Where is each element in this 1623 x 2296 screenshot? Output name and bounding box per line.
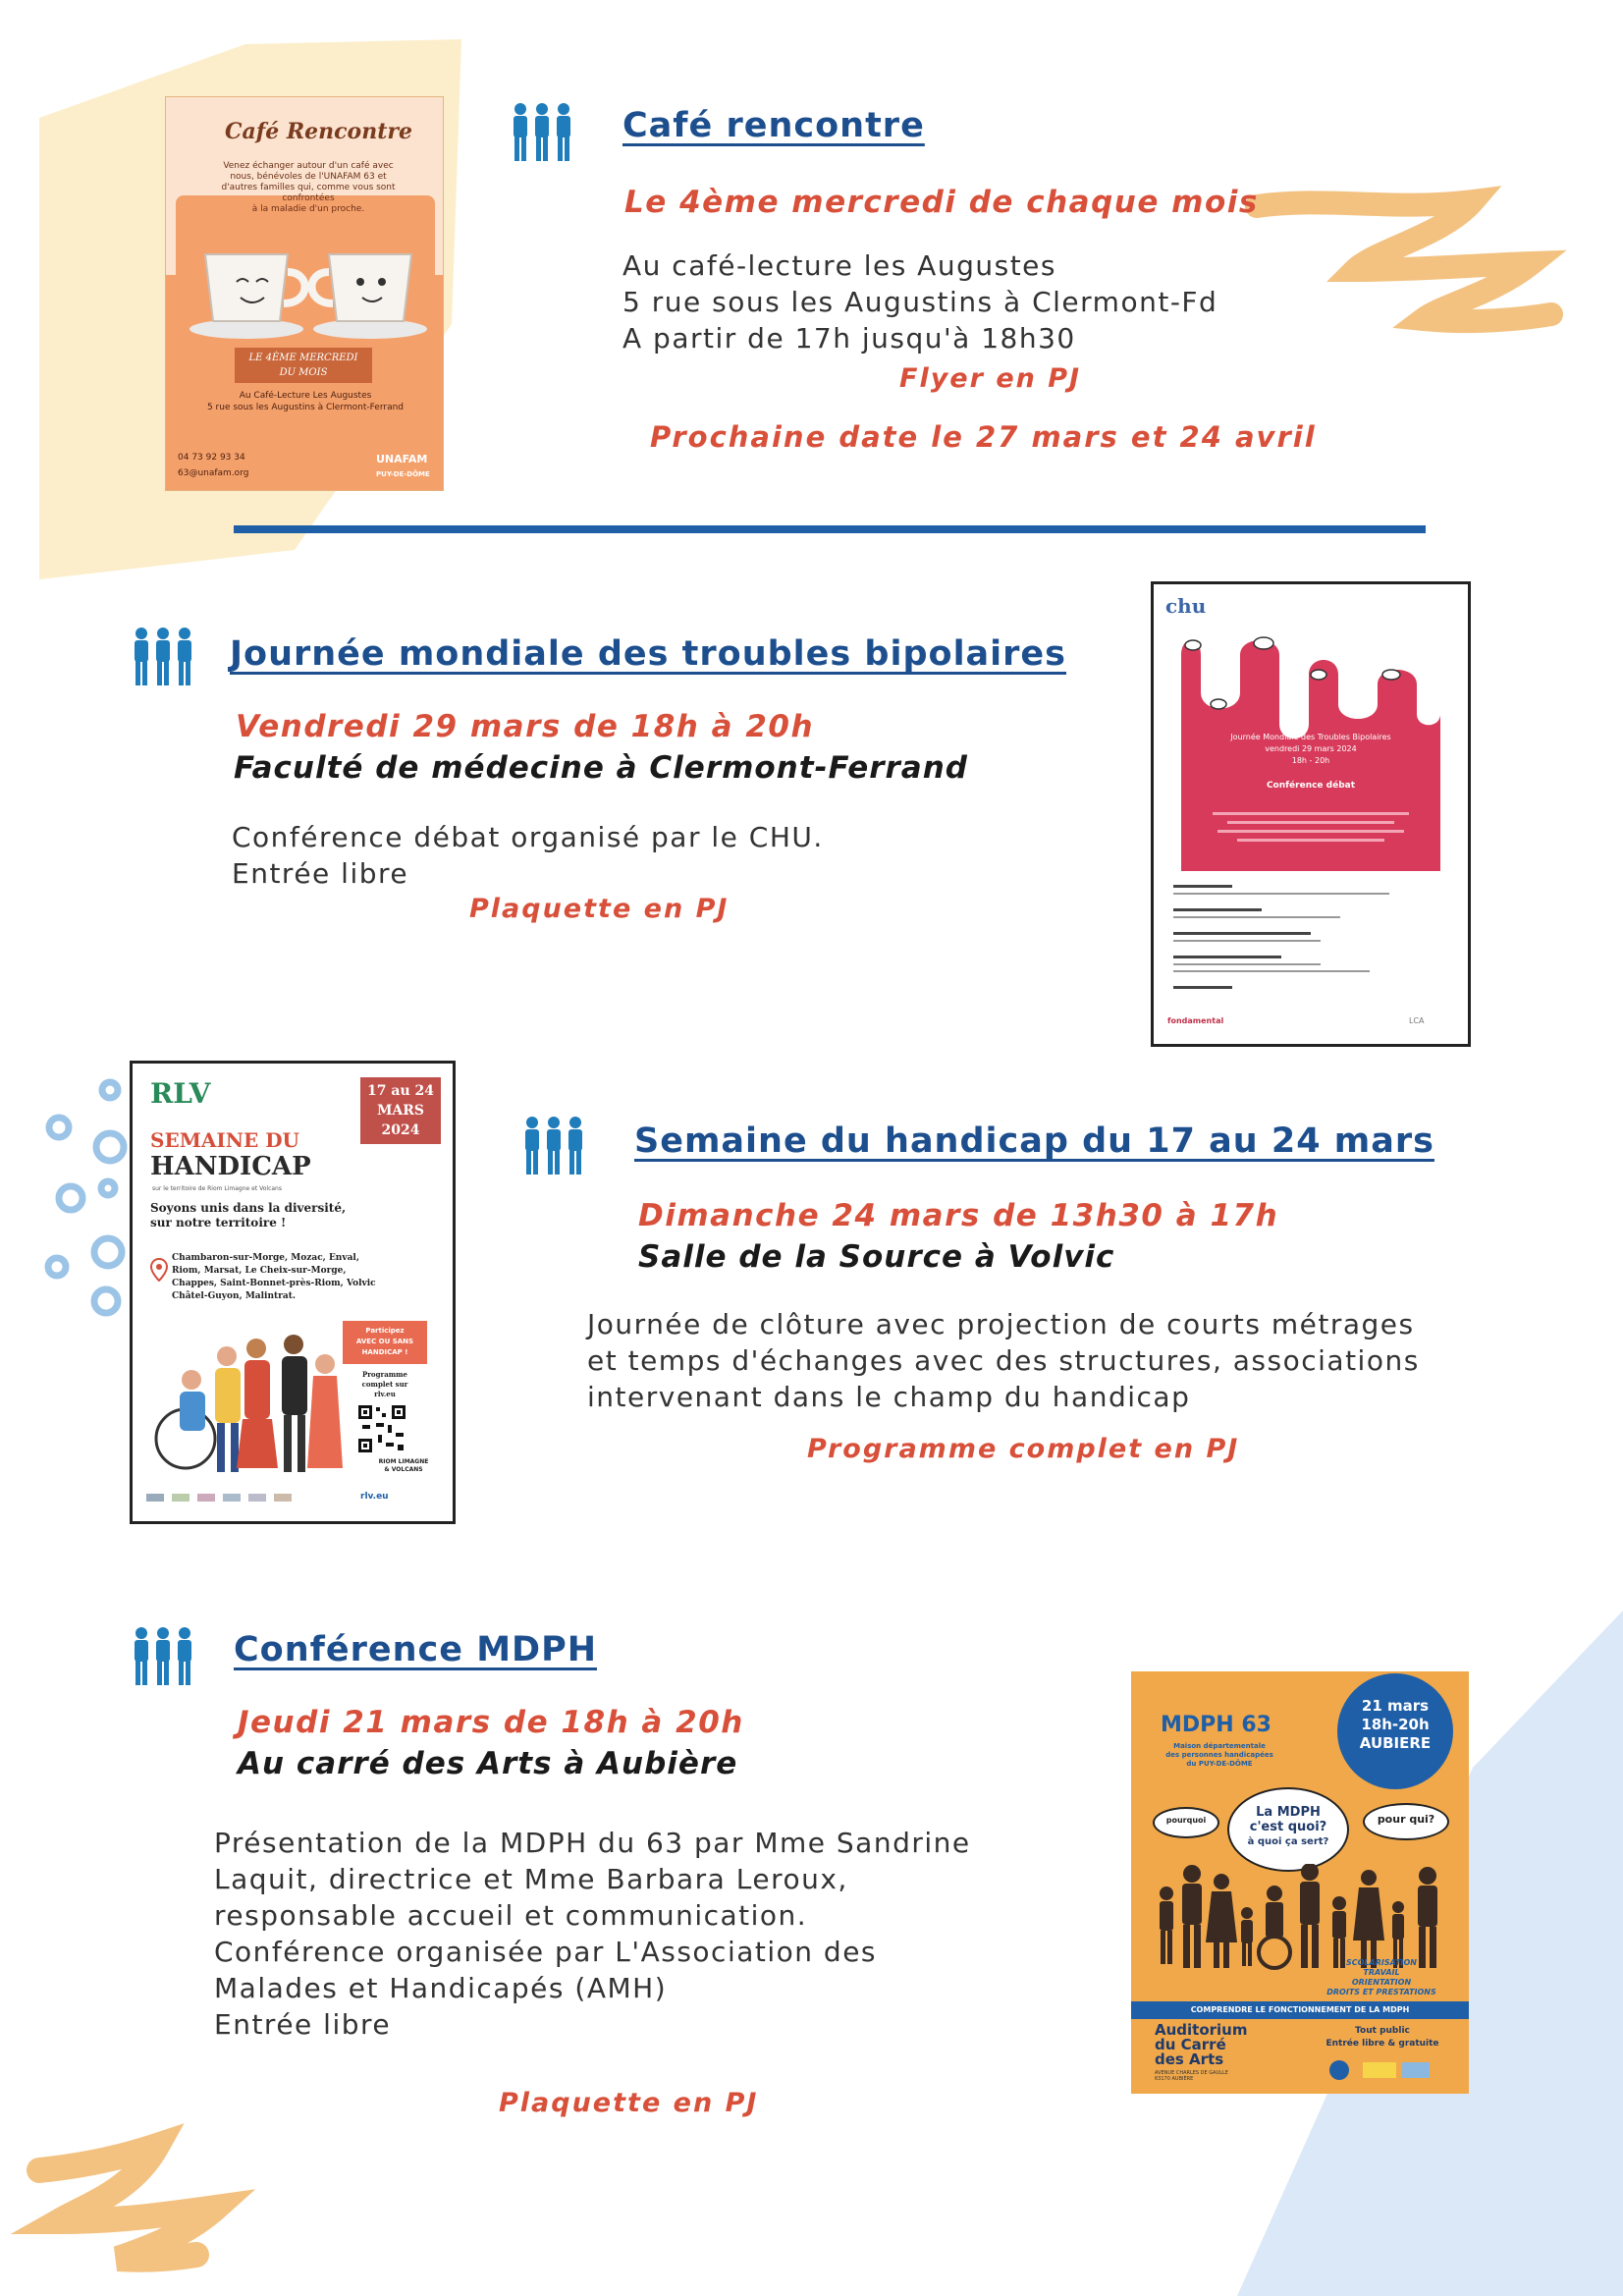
flyer-title: HANDICAP [150,1152,311,1181]
flyer-program-lines [1181,806,1440,847]
section-place: Faculté de médecine à Clermont-Ferrand [234,750,968,786]
flyer-brand-sub: Maison départementale des personnes handicapées du PUY-DE-DÔME [1165,1742,1273,1768]
section-body: Journée de clôture avec projection de courts métrages et temps d'échanges avec des structures, associations intervenant dans le champ du handicap [587,1308,1420,1413]
group-of-people-icon [132,1626,194,1687]
flyer-sub: Conférence débat [1266,781,1356,791]
flyer-head: Journée Mondiale des Troubles Bipolaires vendredi 29 mars 2024 18h - 20h [1230,733,1391,765]
attachment-note: Programme complet en PJ [807,1434,1240,1464]
handicap-week-flyer [130,1061,456,1524]
flyer-phone: 04 73 92 93 34 [178,453,245,463]
flyer-bubble-left: pourquoi [1153,1807,1219,1838]
section-date: Le 4ème mercredi de chaque mois [624,185,1259,220]
section-date: Jeudi 21 mars de 18h à 20h [238,1705,744,1740]
flyer-badge: Participez AVEC OU SANS HANDICAP ! [343,1321,427,1364]
flyer-topics: SCOLARISATION TRAVAIL ORIENTATION DROITS ET PRESTATIONS [1326,1958,1436,1996]
flyer-brand: UNAFAM [376,453,428,465]
section-date: Dimanche 24 mars de 13h30 à 17h [638,1198,1279,1233]
section-title: Café rencontre [622,106,925,145]
coffee-cups-illustration [186,235,431,343]
section-place: Salle de la Source à Volvic [638,1239,1115,1275]
section-date: Vendredi 29 mars de 18h à 20h [236,709,815,744]
flyer-date-box: 17 au 24 MARS 2024 [360,1077,441,1144]
attachment-note: Flyer en PJ [899,363,1082,394]
flyer-venue-address: AVENUE CHARLES DE GAULLE 63170 AUBIÈRE [1155,2070,1228,2082]
group-of-people-icon [511,102,573,163]
flyer-intro: Venez échanger autour d'un café avec nous, bénévoles de l'UNAFAM 63 et d'autres familles qui, comme vous sont confrontées à la maladie d'un proche. [221,161,396,214]
flyer-footer-logo: LCA [1409,1016,1425,1025]
partner-logos [1327,2058,1435,2082]
flyer-title: Café Rencontre [225,119,412,144]
section-title: Journée mondiale des troubles bipolaires [230,634,1067,674]
flyer-banner: COMPRENDRE LE FONCTIONNEMENT DE LA MDPH [1131,2001,1469,2019]
flyer-towns: Chambaron-sur-Morge, Mozac, Enval, Riom, Marsat, Le Cheix-sur-Morge, Chappes, Saint-Bonnet-près-Riom, Volvic Châtel-Guyon, Malintrat. [172,1253,376,1301]
family-silhouettes-illustration [1151,1864,1451,1972]
flyer-date-circle: 21 mars 18h-20h AUBIERE [1337,1673,1453,1789]
flyer-title: SEMAINE DU [150,1128,299,1152]
flyer-brand: RIOM LIMAGNE & VOLCANS [378,1458,429,1473]
flyer-brand: MDPH 63 [1161,1713,1271,1737]
people-illustration [146,1321,343,1488]
flyer-program: Programme complet sur rlv.eu [361,1370,408,1398]
group-of-people-icon [132,627,194,687]
section-title: Conférence MDPH [234,1630,598,1669]
flyer-brand-sub: PUY-DE-DÔME [376,470,430,478]
section-title: Semaine du handicap du 17 au 24 mars [634,1121,1434,1161]
flyer-venue: Auditorium du Carré des Arts [1155,2021,1248,2068]
flyer-date-band: LE 4ÈME MERCREDI DU MOIS [235,348,372,383]
attachment-note: Plaquette en PJ [469,894,730,924]
group-of-people-icon [522,1116,585,1176]
section-body: Conférence débat organisé par le CHU. Entrée libre [232,821,824,890]
flyer-subtitle: sur le territoire de Riom Limagne et Volcans [152,1185,282,1192]
flyer-partner-logos [146,1494,352,1505]
flyer-logo: RLV [150,1077,211,1110]
mdph-conference-flyer [1131,1671,1469,2094]
bipolar-day-flyer [1151,581,1471,1047]
flyer-slogan: Soyons unis dans la diversité, sur notre territoire ! [150,1201,347,1230]
attachment-note: Plaquette en PJ [499,2088,759,2118]
section-place: Au carré des Arts à Aubière [238,1746,738,1781]
flyer-web: 63@unafam.org [178,468,249,478]
flyer-bubble-right: pour qui? [1363,1803,1449,1840]
flyer-footer-logo: fondamental [1167,1016,1224,1025]
next-date-note: Prochaine date le 27 mars et 24 avril [650,420,1317,454]
flyer-footer: rlv.eu [360,1492,389,1502]
flyer-logo: chu [1165,594,1207,618]
flyer-speakers [1173,879,1438,989]
flyer-public: Tout public Entrée libre & gratuite [1325,2026,1439,2049]
section-body: Au café-lecture les Augustes 5 rue sous les Augustins à Clermont-Fd A partir de 17h jusqu'à 18h30 [622,249,1218,355]
map-pin-icon [150,1258,168,1282]
flyer-speech-bubble: La MDPH c'est quoi? à quoi ça sert? [1227,1787,1349,1872]
section-body: Présentation de la MDPH du 63 par Mme Sandrine Laquit, directrice et Mme Barbara Leroux, responsable accueil et communication. Conférence organisée par L'Association des Malades et Handicapés (AMH) Entrée libre [214,1827,971,2041]
qr-code-icon [356,1403,407,1454]
flyer-address: Au Café-Lecture Les Augustes 5 rue sous les Augustins à Clermont-Ferrand [206,391,405,412]
cafe-rencontre-flyer [165,96,444,491]
